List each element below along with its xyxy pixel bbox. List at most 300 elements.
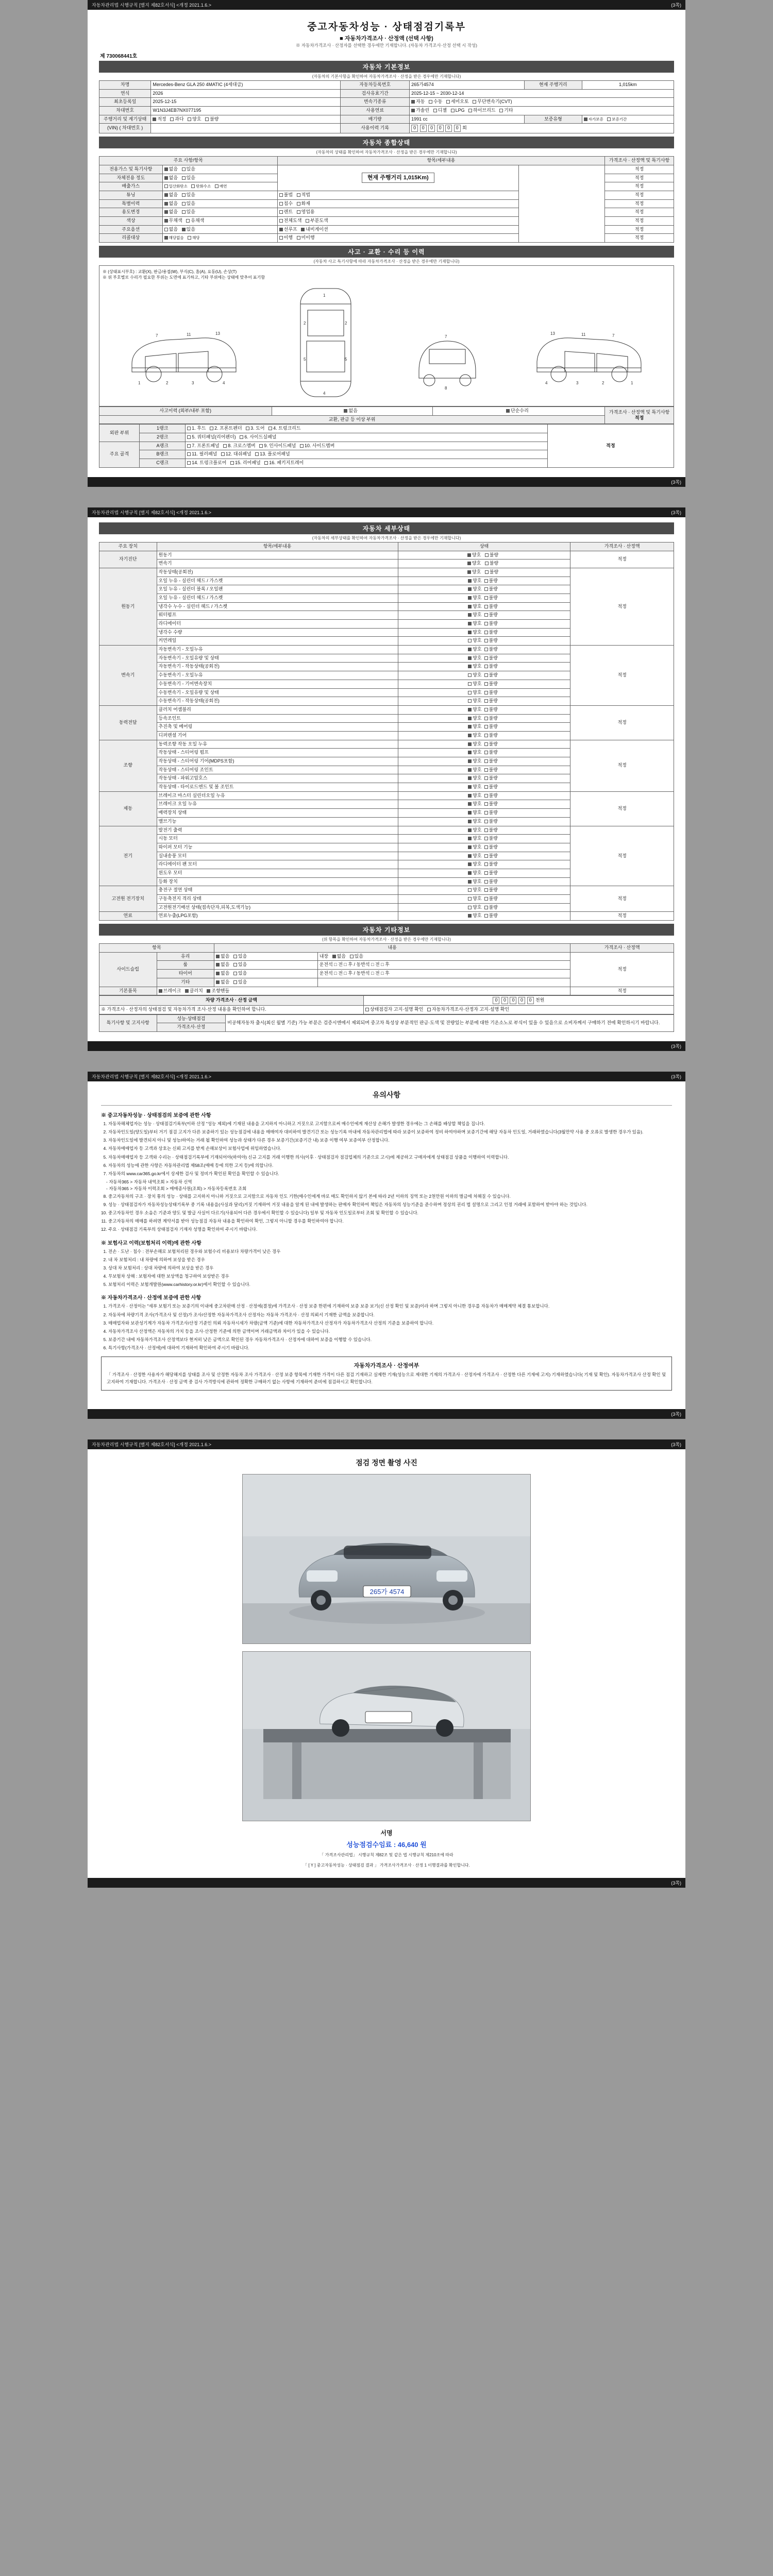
checkbox-part[interactable]: 9. 인사이드패널 <box>259 443 296 449</box>
notice-sublist-1 <box>106 1179 672 1192</box>
checkbox-bad[interactable]: 불량 <box>484 853 498 859</box>
checkbox-yes[interactable]: 있음 <box>182 209 195 215</box>
field-value-fuel <box>410 107 674 115</box>
checkbox-bad[interactable]: 불량 <box>484 913 498 919</box>
checkbox-co[interactable]: 일산화탄소 <box>164 184 188 189</box>
checkbox-bad[interactable]: 불량 <box>484 578 498 584</box>
col-header-other-item: 항목 <box>99 944 214 953</box>
state-cell <box>398 860 570 869</box>
checkbox-good[interactable]: 양호 <box>468 896 481 902</box>
checkbox-bad[interactable]: 불량 <box>484 793 498 799</box>
checkbox-bad[interactable]: 불량 <box>484 836 498 842</box>
checkbox-part[interactable]: 13. 플로어패널 <box>255 451 290 457</box>
checkbox-bad[interactable]: 불량 <box>484 905 498 911</box>
checkbox-bad[interactable]: 불량 <box>484 887 498 893</box>
checkbox-part[interactable]: 16. 패키지트레이 <box>264 460 304 466</box>
checkbox-fuel-gasoline[interactable]: 가솔린 <box>411 108 429 114</box>
special-row-appraisal: 가격조사·산정 <box>157 1023 226 1032</box>
checkbox-bad[interactable]: 불량 <box>484 861 498 868</box>
checkbox-good[interactable]: 양호 <box>468 690 481 696</box>
rank-value-5: 적정 <box>605 208 674 217</box>
checkbox-bad[interactable]: 불량 <box>484 690 498 696</box>
table-row <box>99 115 674 124</box>
col-header-detail: 항목/세부내용 <box>277 157 605 165</box>
state-cell <box>398 602 570 611</box>
checkbox-good[interactable]: 양호 <box>468 750 481 756</box>
field-label-usage: 사용이력 기록 <box>341 124 410 133</box>
list-item: 6. 자동차의 성능에 관한 사항은 자동차관리법 제58조(매매 등에 의한 고지 등)에 의합니다. <box>108 1162 672 1169</box>
checkbox-good[interactable]: 양호 <box>468 879 481 885</box>
checkbox-bad[interactable]: 불량 <box>484 879 498 885</box>
group-rank: 적정 <box>570 912 674 921</box>
checkbox-good[interactable]: 양호 <box>468 836 481 842</box>
checkbox-bad[interactable]: 불량 <box>484 819 498 825</box>
checkbox-good[interactable]: 양호 <box>468 638 481 644</box>
checkbox-good[interactable]: 양호 <box>468 758 481 765</box>
state-cell <box>398 577 570 585</box>
checkbox-good[interactable]: 양호 <box>468 664 481 670</box>
checkbox-bad[interactable]: 불량 <box>484 870 498 876</box>
checkbox-none[interactable]: 없음 <box>216 979 229 986</box>
svg-text:2: 2 <box>602 381 604 385</box>
checkbox-part[interactable]: 1. 후드 <box>187 426 206 432</box>
section-other-note: (위 항목을 확인하여 자동차가격조사 · 산정을 받은 경우에만 기재합니다) <box>322 937 451 942</box>
checkbox-good[interactable]: 양호 <box>468 630 481 636</box>
svg-text:7: 7 <box>155 333 158 338</box>
checkbox-good[interactable]: 양호 <box>468 853 481 859</box>
other-row-opts-1 <box>214 961 318 970</box>
usage-digit: 0 <box>411 125 418 132</box>
checkbox-bad[interactable]: 불량 <box>484 672 498 679</box>
checkbox-none[interactable]: 없음 <box>164 227 178 233</box>
svg-text:4: 4 <box>323 391 326 396</box>
item-label: 자동변속기 - 오일누유 <box>157 646 398 654</box>
checkbox-good[interactable]: 양호 <box>468 801 481 807</box>
parts-items-1 <box>186 425 547 433</box>
checkbox-done[interactable]: 이행 <box>279 235 293 241</box>
checkbox-good[interactable]: 양호 <box>467 569 481 575</box>
checkbox-good[interactable]: 양호 <box>468 887 481 893</box>
usage-digit: 0 <box>445 125 452 132</box>
field-value-displacement: 1991 cc <box>410 115 525 124</box>
checkbox-good[interactable]: 양호 <box>468 870 481 876</box>
item-label: 브레이크 오일 누유 <box>157 800 398 809</box>
checkbox-bad[interactable]: 불량 <box>484 707 498 713</box>
row-opts-2 <box>162 182 277 191</box>
checkbox-bad[interactable]: 불량 <box>484 647 498 653</box>
car-diagram-front <box>409 314 486 402</box>
table-row <box>99 407 674 416</box>
checkbox-good[interactable]: 양호 <box>468 819 481 825</box>
group-label-electric: 전기 <box>99 826 157 886</box>
state-cell <box>398 705 570 714</box>
state-cell <box>398 826 570 835</box>
item-label: 밸브기능 <box>157 817 398 826</box>
fee-label: 성능점검수임료 : <box>346 1840 398 1849</box>
checkbox-bad[interactable]: 불량 <box>484 733 498 739</box>
parts-rank-1: 1랭크 <box>140 425 186 433</box>
field-value-mileage <box>582 81 674 90</box>
checkbox-good[interactable]: 양호 <box>468 595 481 601</box>
form-header-strip-3 <box>88 1072 685 1081</box>
group-rank: 적정 <box>570 791 674 826</box>
checkbox-appraiser-confirm[interactable]: 자동차가격조사·산정자 고지·설명 확인 <box>427 1007 509 1013</box>
checkbox-part[interactable]: 8. 크로스멤버 <box>223 443 255 449</box>
checkbox-partpaint[interactable]: 부분도색 <box>306 218 328 224</box>
checkbox-bad[interactable]: 불량 <box>484 586 498 592</box>
state-cell <box>398 877 570 886</box>
checkbox-none[interactable]: 없음 <box>216 962 229 968</box>
checkbox-good[interactable]: 양호 <box>468 775 481 782</box>
checkbox-good[interactable]: 양호 <box>468 707 481 713</box>
checkbox-bad[interactable]: 불량 <box>484 664 498 670</box>
checkbox-hc[interactable]: 탄화수소 <box>191 184 211 189</box>
checkbox-good[interactable]: 양호 <box>468 604 481 610</box>
col-header-subitem: 항목/세부내용 <box>157 542 398 551</box>
list-item: 10. 중고자동차인 경우 소음은 기준과 양도 및 발급 사실이 다르기(사용되어 다른 경우에서 확인할 수 있습니다) 일부 및 자동차 인도일로부터 조회 및 확인할 수 있습니다. <box>108 1210 672 1216</box>
checkbox-none[interactable]: 없음 <box>216 954 229 960</box>
checkbox-good[interactable]: 양호 <box>468 810 481 816</box>
list-item: 3. 매매업자와 보관성기계가 자동차 가격조사/산정 기준인 의뢰 자동차시세가 차량(금액 기준)에 대한 자동차가격조사 산정자가 자동차가격조사 산정의 기준을 보증하여 합니다. <box>108 1320 672 1327</box>
other-row-opts-2 <box>214 970 318 978</box>
checkbox-good[interactable]: 양호 <box>468 586 481 592</box>
checkbox-bad[interactable]: 불량 <box>484 724 498 730</box>
checkbox-part[interactable]: 15. 리어패널 <box>230 460 261 466</box>
item-label: 작동상태 - 스티어링 펌프 <box>157 749 398 757</box>
checkbox-notapplicable[interactable]: 해당없음 <box>164 235 184 241</box>
field-value-usage <box>410 124 674 133</box>
checkbox-yes[interactable]: 있음 <box>182 201 195 207</box>
checkbox-bad[interactable]: 불량 <box>484 595 498 601</box>
total-value <box>363 996 674 1006</box>
state-cell <box>398 714 570 723</box>
checkbox-sunroof[interactable]: 선루프 <box>279 227 297 233</box>
checkbox-warranty-self[interactable]: 자가보증 <box>584 117 603 122</box>
row-detail-4 <box>277 199 518 208</box>
section-detail-note: (자동차의 세부상태를 확인하여 자동차가격조사 · 산정을 받은 경우에만 기재합니다) <box>312 535 461 540</box>
checkbox-part[interactable]: 2. 프론트펜더 <box>210 426 242 432</box>
state-cell <box>398 835 570 843</box>
checkbox-none[interactable]: 없음 <box>164 201 178 207</box>
col-header-item: 주요 사항/항목 <box>99 157 278 165</box>
checkbox-bad[interactable]: 불량 <box>484 758 498 765</box>
checkbox-meter-good[interactable]: 양호 <box>188 116 201 123</box>
list-item: 2. 내 차 보험처리 : 내 차량에 의하여 보상을 받은 경우 <box>108 1257 672 1263</box>
checkbox-good[interactable]: 양호 <box>468 724 481 730</box>
table-row <box>99 425 674 433</box>
checkbox-bad[interactable]: 불량 <box>484 750 498 756</box>
checkbox-bad[interactable]: 불량 <box>484 784 498 790</box>
overall-rank-cell <box>518 165 604 242</box>
item-label: 동력조향 작동 오일 누유 <box>157 740 398 749</box>
checkbox-none[interactable]: 없음 <box>164 209 178 215</box>
checkbox-good[interactable]: 양호 <box>468 905 481 911</box>
state-cell <box>398 740 570 749</box>
document-number-value: 730068441호 <box>106 54 138 59</box>
checkbox-accident-none[interactable]: 없음 <box>344 408 357 414</box>
signature-label: 서명 <box>380 1829 393 1837</box>
checkbox-good[interactable]: 양호 <box>468 827 481 834</box>
checkbox-yes[interactable]: 있음 <box>233 971 247 977</box>
checkbox-bad[interactable]: 불량 <box>484 621 498 627</box>
state-cell <box>398 620 570 629</box>
checkbox-part[interactable]: 10. 사이드멤버 <box>300 443 334 449</box>
section-overall-note: (자동차의 상태를 확인하여 자동차가격조사 · 산정을 받은 경우에만 기재합니다) <box>316 150 457 155</box>
parts-rank-value: 적정 <box>606 443 615 448</box>
checkbox-illegal[interactable]: 불법 <box>279 192 293 198</box>
checkbox-part[interactable]: 7. 프론트패널 <box>187 443 219 449</box>
checkbox-meter-ok[interactable]: 적정 <box>153 116 166 123</box>
group-label-brake: 제동 <box>99 791 157 826</box>
checkbox-fuel-etc[interactable]: 기타 <box>499 108 513 114</box>
checkbox-navigation[interactable]: 내비게이션 <box>301 227 328 233</box>
checkbox-gearbox-manual[interactable]: 수동 <box>429 99 442 105</box>
field-label-fuel: 사용연료 <box>341 107 410 115</box>
item-label: 워터펌프 <box>157 611 398 620</box>
checkbox-part[interactable]: 14. 트렁크플로어 <box>187 460 226 466</box>
checkbox-clutch[interactable]: 클러치 <box>185 988 203 994</box>
checkbox-none[interactable]: 없음 <box>164 175 178 181</box>
checkbox-bad[interactable]: 불량 <box>484 767 498 773</box>
checkbox-bad[interactable]: 불량 <box>484 681 498 687</box>
checkbox-none[interactable]: 없음 <box>164 166 178 173</box>
footer-strip-4 <box>88 1878 685 1888</box>
checkbox-bad[interactable]: 불량 <box>485 552 498 558</box>
checkbox-bad[interactable]: 불량 <box>484 775 498 782</box>
checkbox-good[interactable]: 양호 <box>468 716 481 722</box>
group-rank: 적정 <box>570 826 674 886</box>
checkbox-good[interactable]: 양호 <box>468 767 481 773</box>
checkbox-part[interactable]: 12. 대쉬패널 <box>221 451 251 457</box>
other-row-detail-1: 운전석 □ 전 □ 후 / 동반석 □ 전 □ 후 <box>317 961 570 970</box>
checkbox-yes[interactable]: 있음 <box>182 192 195 198</box>
checkbox-chromatic[interactable]: 유채색 <box>186 218 204 224</box>
group-label-fuel: 연료 <box>99 912 157 921</box>
svg-text:11: 11 <box>186 332 191 337</box>
checkbox-yes[interactable]: 있음 <box>182 227 195 233</box>
label-interior: 내장 <box>319 953 329 959</box>
state-cell <box>398 912 570 921</box>
checkbox-good[interactable]: 양호 <box>468 698 481 704</box>
state-cell <box>398 783 570 792</box>
item-label: 냉각수 수량 <box>157 628 398 637</box>
state-cell <box>398 869 570 877</box>
page-title: 중고자동차성능 · 상태점검기록부 <box>307 22 466 32</box>
checkbox-yes[interactable]: 있음 <box>233 979 247 986</box>
checkbox-applicable[interactable]: 해당 <box>188 235 200 241</box>
checkbox-warranty-period[interactable]: 보증기간 <box>607 117 627 122</box>
checkbox-good[interactable]: 양호 <box>468 655 481 662</box>
photo-list <box>99 1474 674 1821</box>
checkbox-meter-over[interactable]: 과다 <box>170 116 183 123</box>
confirm-checks <box>363 1005 674 1014</box>
group-rank: 적정 <box>570 740 674 791</box>
checkbox-good[interactable]: 양호 <box>468 621 481 627</box>
checkbox-bad[interactable]: 불량 <box>484 844 498 851</box>
checkbox-flood[interactable]: 침수 <box>279 201 293 207</box>
checkbox-bad[interactable]: 불량 <box>484 655 498 662</box>
checkbox-bad[interactable]: 불량 <box>484 630 498 636</box>
checkbox-bad[interactable]: 불량 <box>484 896 498 902</box>
checkbox-fire[interactable]: 화재 <box>297 201 310 207</box>
item-label: 윈도우 모터 <box>157 869 398 877</box>
state-cell <box>398 766 570 774</box>
checkbox-gearbox-auto[interactable]: 자동 <box>411 99 425 105</box>
checkbox-bad[interactable]: 불량 <box>485 561 498 567</box>
table-row <box>99 415 674 424</box>
special-notes-table <box>99 1014 674 1032</box>
checkbox-none[interactable]: 없음 <box>332 954 346 960</box>
checkbox-yes[interactable]: 있음 <box>182 175 195 181</box>
table-row <box>99 886 674 895</box>
row-label-0: 전용가스 및 특기사항 <box>99 165 163 174</box>
table-row <box>99 89 674 98</box>
checkbox-part[interactable]: 6. 사이드실패널 <box>240 434 276 440</box>
footer-page-number-3: (3쪽) <box>671 1411 681 1417</box>
checkbox-good[interactable]: 양호 <box>468 784 481 790</box>
checkbox-good[interactable]: 양호 <box>468 861 481 868</box>
checkbox-smoke[interactable]: 매연 <box>215 184 227 189</box>
form-code-2: 자동차관리법 시행규칙 [별지 제82호서식] <개정 2021.1.6.> <box>92 510 212 515</box>
col-header-other-rank: 가격조사 · 산정액 <box>570 944 674 953</box>
checkbox-gearbox-semi[interactable]: 세미오토 <box>446 99 469 105</box>
checkbox-none[interactable]: 없음 <box>164 192 178 198</box>
checkbox-good[interactable]: 양호 <box>468 612 481 618</box>
checkbox-bad[interactable]: 불량 <box>484 801 498 807</box>
row-detail-8 <box>277 234 518 243</box>
checkbox-fullpaint[interactable]: 전체도색 <box>279 218 302 224</box>
row-opts-1 <box>162 174 277 182</box>
checkbox-bad[interactable]: 불량 <box>484 604 498 610</box>
item-label: 자동변속기 - 오일유량 및 상태 <box>157 654 398 663</box>
base-items-rank: 적정 <box>570 987 674 995</box>
special-row-performance: 성능·상태점검 <box>157 1014 226 1023</box>
checkbox-none[interactable]: 없음 <box>216 971 229 977</box>
notice-list-4 <box>108 1303 672 1351</box>
list-item: 2. 자동차에 차량기격 조사(가격조사 및 산정)가 조사/산정한 자동차가격조사 산정자는 자동차 가격조사 · 산정 의뢰서 기재한 금액을 보증합니다. <box>108 1312 672 1318</box>
checkbox-gearbox-cvt[interactable]: 무단변속기(CVT) <box>473 99 512 105</box>
checkbox-good[interactable]: 양호 <box>468 913 481 919</box>
checkbox-bad[interactable]: 불량 <box>484 827 498 834</box>
parts-items-A <box>186 442 547 450</box>
checkbox-good[interactable]: 양호 <box>468 647 481 653</box>
row-label-1: 자체전용 정도 <box>99 174 163 182</box>
page-subnote: ※ 자동차가격조사 · 산정자를 선택한 경우에만 기재합니다. (자동차 가격조사·산정 선택 시 작성) <box>296 43 477 48</box>
list-item: 7. 자동차의 www.car365.go.kr에서 상세한 검사 및 정비가 확인된 확인을 확인할 수 있습니다. <box>108 1171 672 1177</box>
state-cell <box>398 646 570 654</box>
field-label-mileage: 현재 주행거리 <box>525 81 582 90</box>
checkbox-good[interactable]: 양호 <box>468 733 481 739</box>
checkbox-bad[interactable]: 불량 <box>484 698 498 704</box>
svg-text:4: 4 <box>222 381 225 385</box>
parts-header: 교환, 판금 등 이상 부위 <box>99 415 605 424</box>
checkbox-commercial[interactable]: 영업용 <box>297 209 315 215</box>
checkbox-fuel-lpg[interactable]: LPG <box>451 108 465 114</box>
checkbox-notdone[interactable]: 미이행 <box>297 235 315 241</box>
checkbox-yes[interactable]: 있음 <box>182 166 195 173</box>
checkbox-bad[interactable]: 불량 <box>484 638 498 644</box>
checkbox-inspector-confirm[interactable]: 상태점검자 고지·설명 확인 <box>365 1007 424 1013</box>
section-accident-note: (자동차 사고 특기사항에 따라 자동차가격조사 · 산정을 받은 경우에만 기재합니다) <box>313 259 460 264</box>
accident-rank-value: 적정 <box>634 415 644 421</box>
checkbox-part[interactable]: 4. 트렁크리드 <box>268 426 300 432</box>
parts-rank-A: A랭크 <box>140 442 186 450</box>
declaration-body: 「 가격조사 · 산정한 사용자가 해당해지를 상태를 조사 및 산정한 자동차 조사 가격조사 · 산정 보증 항목에 기재한 가격이 다른 점검 기재하고 실제한 기재(성능으로 제대한 기재의 가격조사 · 산정자에 가격조사 · 산정한 다른 기재에 고지) 기재하였습니다( 기재 및 확인). 자동차가격조사 산정 확인 및 고지하여 기재합니다. 가격조사 · 산정 금액 중 검사 가격방식에 관하여 정확한 구매하기 없는 사항에 기재하여 준비에 점검하시고 확인합니다. <box>107 1372 666 1384</box>
checkbox-good[interactable]: 양호 <box>468 741 481 748</box>
checkbox-bad[interactable]: 불량 <box>484 741 498 748</box>
item-label: 작동상태 - 스티어링 조인트 <box>157 766 398 774</box>
svg-text:5: 5 <box>304 357 306 362</box>
checkbox-good[interactable]: 양호 <box>468 844 481 851</box>
checkbox-part[interactable]: 3. 도어 <box>246 426 264 432</box>
special-notes-label: 특기사항 및 고지사항 <box>99 1014 157 1031</box>
checkbox-fuel-diesel[interactable]: 디젤 <box>433 108 447 114</box>
field-label-carname: 차명 <box>99 81 151 90</box>
checkbox-part[interactable]: 11. 필러패널 <box>187 451 217 457</box>
checkbox-achromatic[interactable]: 무채색 <box>164 218 182 224</box>
checkbox-good[interactable]: 양호 <box>467 552 481 558</box>
total-note: ※ 가격조사 · 산정자의 상태점검 및 자동차가격 조사·산정 내용을 확인하여 합니다. <box>99 1005 364 1014</box>
list-item: 4. 무보험차 상해 : 보험자에 대한 보상액을 청구하여 보상받은 경우 <box>108 1273 672 1280</box>
checkbox-simple-none[interactable]: 단순수리 <box>506 408 529 414</box>
checkbox-yes[interactable]: 있음 <box>350 954 363 960</box>
state-cell <box>398 551 570 560</box>
checkbox-brake[interactable]: 브레이크 <box>159 988 181 994</box>
checkbox-meter-bad[interactable]: 불량 <box>205 116 219 123</box>
checkbox-good[interactable]: 양호 <box>467 561 481 567</box>
checkbox-rent[interactable]: 렌트 <box>279 209 293 215</box>
checkbox-bad[interactable]: 불량 <box>484 612 498 618</box>
checkbox-bad[interactable]: 불량 <box>484 810 498 816</box>
item-label: 등속조인트 <box>157 714 398 723</box>
checkbox-yes[interactable]: 있음 <box>233 962 247 968</box>
form-header-strip <box>88 0 685 10</box>
checkbox-steering[interactable]: 조향핸들 <box>207 988 229 994</box>
checkbox-good[interactable]: 양호 <box>468 681 481 687</box>
group-label-highvoltage: 고전원 전기장치 <box>99 886 157 912</box>
checkbox-yes[interactable]: 있음 <box>233 954 247 960</box>
checkbox-part[interactable]: 5. 쿼터패널(리어펜더) <box>187 434 236 440</box>
checkbox-good[interactable]: 양호 <box>468 793 481 799</box>
item-label: 냉각수 누수 - 실린더 헤드 / 가스켓 <box>157 602 398 611</box>
checkbox-legal[interactable]: 적법 <box>297 192 310 198</box>
field-label-inspection: 검사유효기간 <box>341 89 410 98</box>
checkbox-bad[interactable]: 불량 <box>485 569 498 575</box>
svg-text:7: 7 <box>612 333 615 338</box>
checkbox-bad[interactable]: 불량 <box>484 716 498 722</box>
item-label: 작동상태 - 스티어링 기어(MDPS포함) <box>157 757 398 766</box>
state-cell <box>398 731 570 740</box>
table-row <box>99 740 674 749</box>
car-diagram-side-right <box>530 314 648 402</box>
basic-info-table <box>99 80 674 133</box>
checkbox-fuel-hybrid[interactable]: 하이브리드 <box>468 108 495 114</box>
col-header-other-content: 내용 <box>214 944 570 953</box>
page-subtitle: ■ 자동차가격조사 · 산정액 (선택 사항) <box>340 36 433 42</box>
state-cell <box>398 749 570 757</box>
state-cell <box>398 611 570 620</box>
item-label: 실내송풍 모터 <box>157 852 398 860</box>
car-diagrams <box>103 280 670 403</box>
form-header-strip-4 <box>88 1439 685 1449</box>
other-info-table <box>99 943 674 995</box>
section-other-title: 자동차 기타정보 <box>99 924 674 936</box>
item-label: 작동상태(공회전) <box>157 568 398 577</box>
field-value-year: 2026 <box>151 89 341 98</box>
checkbox-good[interactable]: 양호 <box>468 672 481 679</box>
checkbox-good[interactable]: 양호 <box>468 578 481 584</box>
list-item: 1. 전손 · 도난 · 침수 : 전부손해로 보험처리된 경우와 보험수리 비용보다 차량가격이 낮은 경우 <box>108 1248 672 1255</box>
